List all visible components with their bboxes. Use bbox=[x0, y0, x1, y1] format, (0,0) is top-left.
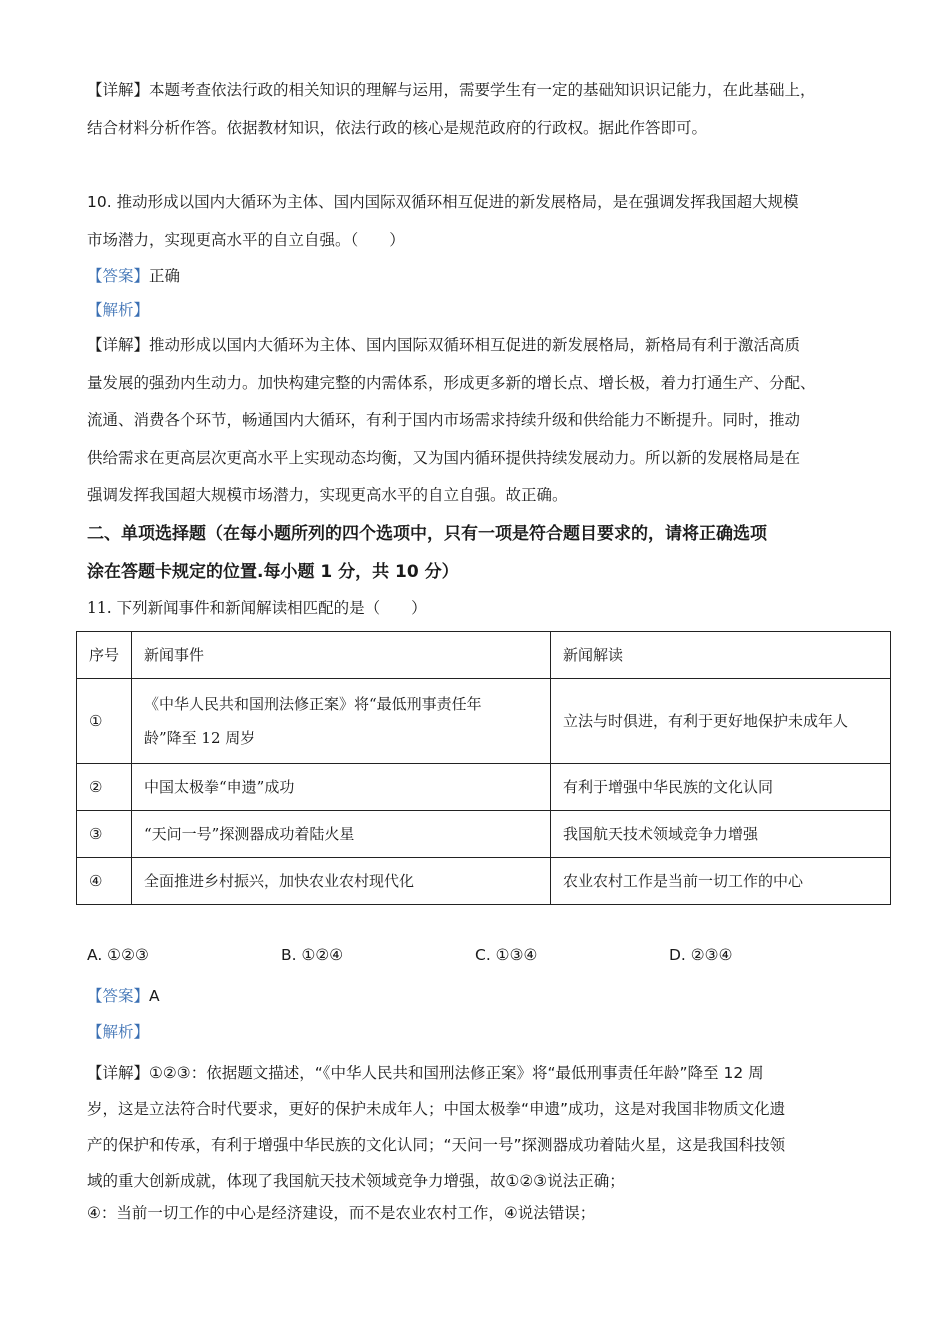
analysis-label: 【解析】 bbox=[87, 301, 150, 319]
news-event: “天问一号”探测器成功着陆火星 bbox=[132, 810, 551, 857]
news-reading: 农业农村工作是当前一切工作的中心 bbox=[551, 857, 891, 904]
detail-label: 【详解】 bbox=[87, 1063, 150, 1082]
q9-detail bbox=[87, 72, 887, 147]
news-reading: 我国航天技术领域竞争力增强 bbox=[551, 810, 891, 857]
answer-value: A bbox=[149, 986, 160, 1005]
detail-text-line: 结合材料分析作答。依据教材知识，依法行政的核心是规范政府的行政权。据此作答即可。 bbox=[87, 118, 708, 137]
table-row bbox=[77, 857, 891, 904]
row-number: ② bbox=[77, 763, 132, 810]
section-heading bbox=[87, 515, 887, 591]
answer-label: 【答案】 bbox=[87, 267, 150, 285]
detail-text-line: 量发展的强劲内生动力。加快构建完整的内需体系，形成更多新的增长点、增长极，着力打通生产、分配、 bbox=[87, 373, 816, 392]
news-event: 全面推进乡村振兴，加快农业农村现代化 bbox=[132, 857, 551, 904]
detail-text-line: 本题考查依法行政的相关知识的理解与运用，需要学生有一定的基础知识识记能力，在此基础上， bbox=[149, 81, 816, 99]
section-heading-line: 二、单项选择题（在每小题所列的四个选项中，只有一项是符合题目要求的，请将正确选项 bbox=[87, 523, 767, 544]
question-stem-line: 10. 推动形成以国内大循环为主体、国内国际双循环相互促进的新发展格局，是在强调发挥我国超大规模 bbox=[87, 193, 799, 211]
detail-text-line: ④：当前一切工作的中心是经济建设，而不是农业农村工作，④说法错误； bbox=[87, 1203, 596, 1222]
news-event bbox=[132, 678, 551, 763]
row-number: ③ bbox=[77, 810, 132, 857]
news-table bbox=[76, 631, 891, 905]
question-11 bbox=[87, 591, 887, 1227]
question-stem: 11. 下列新闻事件和新闻解读相匹配的是（ ） bbox=[87, 598, 427, 617]
detail-text-line: 流通、消费各个环节，畅通国内大循环，有利于国内市场需求持续升级和供给能力不断提升。同时，推动 bbox=[87, 411, 801, 429]
detail-text-line: 岁，这是立法符合时代要求，更好的保护未成年人；中国太极拳“申遗”成功，这是对我国非物质文化遗 bbox=[87, 1099, 786, 1118]
table-header-cell: 序号 bbox=[77, 631, 132, 678]
row-number: ④ bbox=[77, 857, 132, 904]
row-number: ① bbox=[77, 678, 132, 763]
table-header-cell: 新闻事件 bbox=[132, 631, 551, 678]
answer-value: 正确 bbox=[149, 267, 181, 285]
analysis-label: 【解析】 bbox=[87, 1022, 150, 1041]
detail-text-line: 域的重大创新成就，体现了我国航天技术领域竞争力增强，故①②③说法正确； bbox=[87, 1171, 625, 1190]
news-event-line: 《中华人民共和国刑法修正案》将“最低刑事责任年 bbox=[144, 694, 482, 713]
option-a: A. ①②③ bbox=[87, 945, 149, 964]
detail-label: 【详解】 bbox=[87, 81, 150, 99]
section-heading-line: 涂在答题卡规定的位置.每小题 1 分，共 10 分） bbox=[87, 561, 459, 582]
news-reading: 立法与时俱进，有利于更好地保护未成年人 bbox=[551, 678, 891, 763]
table-row bbox=[77, 678, 891, 763]
news-event: 中国太极拳“申遗”成功 bbox=[132, 763, 551, 810]
answer-label: 【答案】 bbox=[87, 986, 150, 1005]
table-row bbox=[77, 763, 891, 810]
detail-text-line: 推动形成以国内大循环为主体、国内国际双循环相互促进的新发展格局，新格局有利于激活高质 bbox=[149, 336, 801, 354]
question-10 bbox=[87, 184, 887, 515]
table-row bbox=[77, 810, 891, 857]
option-d: D. ②③④ bbox=[669, 945, 733, 964]
question-stem-line: 市场潜力，实现更高水平的自立自强。（ ） bbox=[87, 230, 405, 249]
detail-text-line: 产的保护和传承，有利于增强中华民族的文化认同；“天问一号”探测器成功着陆火星，这是我国科技领 bbox=[87, 1135, 786, 1154]
table-header-cell: 新闻解读 bbox=[551, 631, 891, 678]
detail-text-line: 供给需求在更高层次更高水平上实现动态均衡，又为国内循环提供持续发展动力。所以新的发展格局是在 bbox=[87, 448, 801, 467]
q11-detail bbox=[87, 1055, 887, 1227]
detail-text-line: 强调发挥我国超大规模市场潜力，实现更高水平的自立自强。故正确。 bbox=[87, 486, 568, 504]
answer-options bbox=[87, 941, 887, 991]
detail-label: 【详解】 bbox=[87, 336, 150, 354]
document-page bbox=[87, 72, 887, 1227]
option-c: C. ①③④ bbox=[475, 945, 538, 964]
news-reading: 有利于增强中华民族的文化认同 bbox=[551, 763, 891, 810]
table-header-row bbox=[77, 631, 891, 678]
option-b: B. ①②④ bbox=[281, 945, 344, 964]
news-event-line: 龄”降至 12 周岁 bbox=[144, 728, 256, 747]
detail-text-line: ①②③：依据题文描述，“《中华人民共和国刑法修正案》将“最低刑事责任年龄”降至 12 周 bbox=[149, 1063, 764, 1082]
